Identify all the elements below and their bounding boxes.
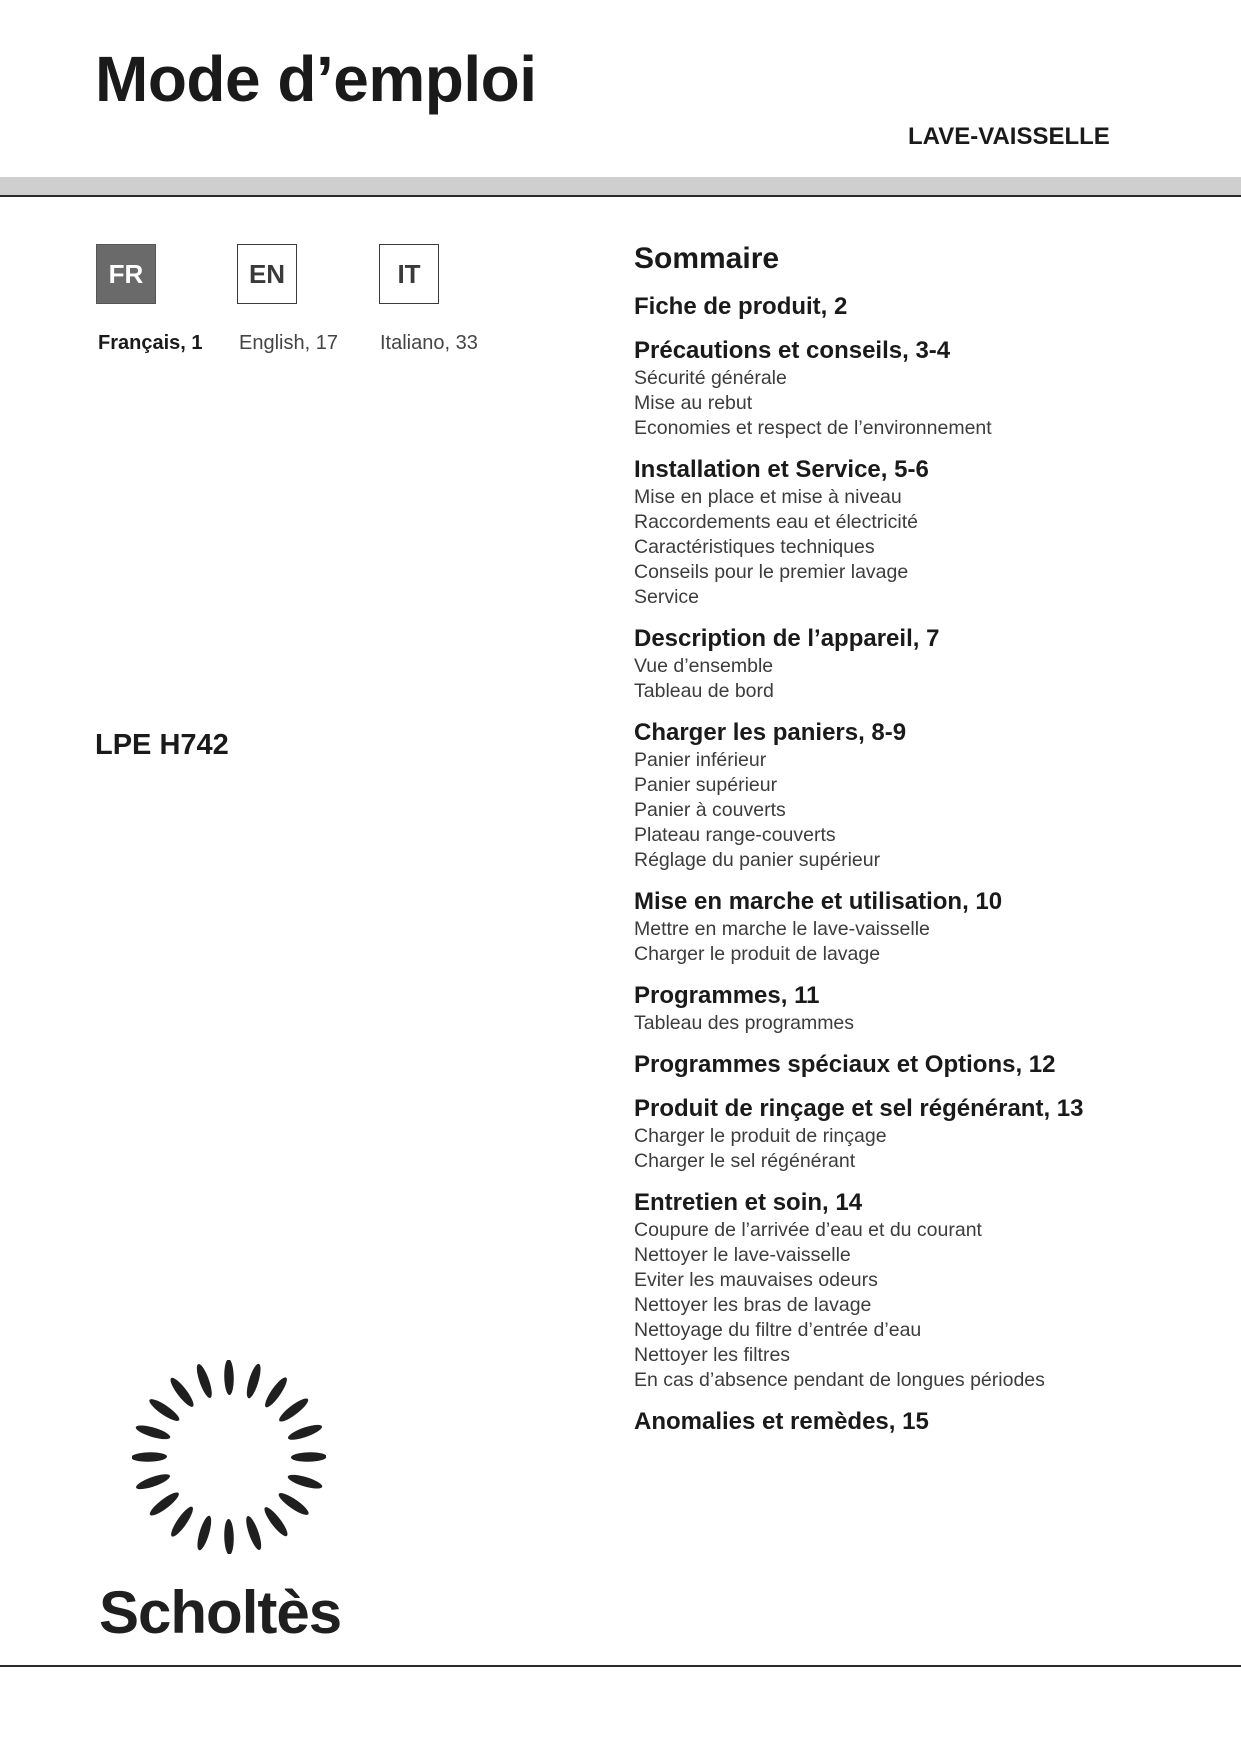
toc-subitem[interactable]: Charger le sel régénérant xyxy=(634,1150,856,1172)
toc-subitem[interactable]: Panier à couverts xyxy=(634,799,786,821)
logo-ray xyxy=(148,1489,180,1520)
toc-heading[interactable]: Mise en marche et utilisation, 10 xyxy=(634,888,1003,915)
logo-ray xyxy=(167,1376,198,1408)
toc-heading[interactable]: Programmes spéciaux et Options, 12 xyxy=(634,1051,1056,1078)
model-number: LPE H742 xyxy=(95,729,229,761)
logo-ray xyxy=(261,1506,292,1538)
header-divider xyxy=(0,195,1241,197)
toc-subitem[interactable]: Réglage du panier supérieur xyxy=(634,849,881,871)
toc-section xyxy=(634,718,1214,873)
toc-subitem[interactable]: Sécurité générale xyxy=(634,367,787,389)
toc-section xyxy=(634,336,1214,441)
toc-heading[interactable]: Charger les paniers, 8-9 xyxy=(634,719,907,746)
toc-subitem[interactable]: Conseils pour le premier lavage xyxy=(634,561,909,583)
logo-ray xyxy=(132,1452,169,1462)
toc-section xyxy=(634,1407,1214,1437)
footer-divider xyxy=(0,1665,1241,1667)
toc-subitem[interactable]: Nettoyage du filtre d’entrée d’eau xyxy=(634,1319,922,1341)
toc-subitem[interactable]: Caractéristiques techniques xyxy=(634,536,875,558)
language-caption-fr: Français, 1 xyxy=(98,332,203,354)
toc-heading[interactable]: Fiche de produit, 2 xyxy=(634,293,848,320)
sun-burst-logo-icon xyxy=(132,1360,326,1554)
language-tab-it[interactable]: IT xyxy=(379,244,439,304)
toc-subitem[interactable]: Charger le produit de lavage xyxy=(634,943,881,965)
toc-subitem[interactable]: Raccordements eau et électricité xyxy=(634,511,918,533)
logo-ray xyxy=(133,1423,173,1442)
logo-ray xyxy=(195,1513,214,1553)
toc-heading[interactable]: Programmes, 11 xyxy=(634,982,820,1009)
product-category: LAVE-VAISSELLE xyxy=(908,123,1110,150)
toc-subitem[interactable]: Mise au rebut xyxy=(634,392,753,414)
language-caption-en: English, 17 xyxy=(239,332,338,354)
toc-subitem[interactable]: Charger le produit de rinçage xyxy=(634,1125,887,1147)
toc-heading[interactable]: Produit de rinçage et sel régénérant, 13 xyxy=(634,1095,1084,1122)
toc-section xyxy=(634,1050,1214,1080)
logo-ray xyxy=(146,1397,183,1424)
toc-section xyxy=(634,292,1214,322)
toc-subitem[interactable]: Nettoyer les bras de lavage xyxy=(634,1294,872,1316)
toc-section xyxy=(634,1094,1214,1174)
toc-heading[interactable]: Installation et Service, 5-6 xyxy=(634,456,929,483)
toc-subitem[interactable]: Nettoyer les filtres xyxy=(634,1344,791,1366)
language-tab-fr[interactable]: FR xyxy=(96,244,156,304)
logo-ray xyxy=(194,1364,215,1398)
toc-subitem[interactable]: Plateau range-couverts xyxy=(634,824,836,846)
toc-section xyxy=(634,887,1214,967)
toc-heading[interactable]: Entretien et soin, 14 xyxy=(634,1189,863,1216)
toc-subitem[interactable]: Eviter les mauvaises odeurs xyxy=(634,1269,878,1291)
header-band xyxy=(0,177,1241,195)
toc-heading[interactable]: Anomalies et remèdes, 15 xyxy=(634,1408,929,1435)
toc-subitem[interactable]: Panier inférieur xyxy=(634,749,767,771)
logo-ray xyxy=(169,1503,196,1540)
toc-title: Sommaire xyxy=(634,242,780,275)
toc-subitem[interactable]: Service xyxy=(634,586,700,608)
logo-ray xyxy=(278,1395,310,1426)
toc-subitem[interactable]: Vue d’ensemble xyxy=(634,655,774,677)
toc-section xyxy=(634,455,1214,610)
toc-subitem[interactable]: Coupure de l’arrivée d’eau et du courant xyxy=(634,1219,982,1241)
language-tab-en[interactable]: EN xyxy=(237,244,297,304)
logo-ray xyxy=(243,1516,264,1550)
logo-ray xyxy=(275,1491,312,1518)
table-of-contents xyxy=(634,240,1214,1437)
toc-subitem[interactable]: En cas d’absence pendant de longues périodes xyxy=(634,1369,1045,1391)
toc-subitem[interactable]: Economies et respect de l’environnement xyxy=(634,417,992,439)
logo-ray xyxy=(224,1360,234,1397)
toc-sections xyxy=(634,292,1214,1437)
toc-subitem[interactable]: Tableau des programmes xyxy=(634,1012,855,1034)
toc-heading[interactable]: Description de l’appareil, 7 xyxy=(634,625,940,652)
toc-subitem[interactable]: Tableau de bord xyxy=(634,680,774,702)
logo-ray xyxy=(224,1517,234,1554)
logo-ray xyxy=(285,1472,325,1491)
brand-name: Scholtès xyxy=(99,1579,342,1646)
toc-section xyxy=(634,624,1214,704)
logo-ray xyxy=(289,1452,326,1462)
logo-ray xyxy=(244,1361,263,1401)
page-title: Mode d’emploi xyxy=(95,43,537,115)
toc-subitem[interactable]: Panier supérieur xyxy=(634,774,778,796)
brand-logo xyxy=(96,1360,362,1644)
toc-subitem[interactable]: Nettoyer le lave-vaisselle xyxy=(634,1244,851,1266)
toc-section xyxy=(634,1188,1214,1393)
toc-subitem[interactable]: Mise en place et mise à niveau xyxy=(634,486,902,508)
logo-ray xyxy=(288,1422,322,1443)
toc-heading[interactable]: Précautions et conseils, 3-4 xyxy=(634,337,951,364)
logo-ray xyxy=(136,1471,170,1492)
logo-ray xyxy=(263,1374,290,1411)
language-caption-it: Italiano, 33 xyxy=(380,332,478,354)
toc-subitem[interactable]: Mettre en marche le lave-vaisselle xyxy=(634,918,930,940)
toc-section xyxy=(634,981,1214,1036)
